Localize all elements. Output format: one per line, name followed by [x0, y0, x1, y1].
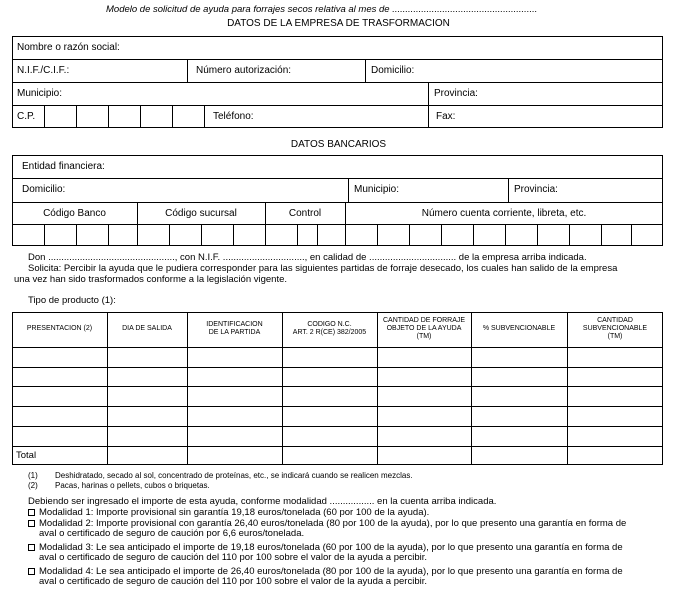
digit-cell-divider — [317, 224, 318, 246]
digit-cell-divider — [297, 224, 298, 246]
entidad-label: Entidad financiera: — [22, 161, 105, 172]
digit-cell-divider — [409, 224, 410, 246]
model-title-line: Modelo de solicitud de ayuda para forrajes secos relativa al mes de ....................................................... — [106, 4, 538, 15]
digit-cell-divider — [108, 224, 109, 246]
modalidad-4-text: Modalidad 4: Le sea anticipado el importe de 26,40 euros/tonelada (80 por 100 de la ayuda), por lo que presento una garantía en forma de — [39, 566, 623, 577]
divider — [12, 202, 663, 203]
bancarios-form-box — [12, 155, 663, 246]
checkbox-icon[interactable] — [28, 544, 35, 551]
digit-cell-divider — [345, 224, 346, 246]
codigo-sucursal-label: Código sucursal — [165, 208, 237, 219]
digit-cell-divider — [201, 224, 202, 246]
digit-cell-divider — [601, 224, 602, 246]
modalidad-1-text: Modalidad 1: Importe provisional sin garantía 19,18 euros/tonelada (60 por 100 de la ayuda). — [39, 507, 430, 518]
banco-provincia-label: Provincia: — [514, 184, 558, 195]
col-header-identificacion-line-2: DE LA PARTIDA — [208, 329, 261, 336]
col-header-cantidad-subvencionable-line-2: SUBVENCIONABLE — [582, 325, 648, 332]
divider — [44, 105, 45, 128]
tipo-producto-label: Tipo de producto (1): — [28, 295, 116, 306]
divider — [508, 178, 509, 202]
modalidad-1-option[interactable] — [28, 508, 429, 518]
divider — [76, 105, 77, 128]
nota-2-number: (2) — [28, 481, 38, 490]
digit-cell-divider — [233, 224, 234, 246]
col-header-cantidad-subvencionable — [567, 317, 663, 341]
col-header-cantidad-subvencionable-line-3: (TM) — [607, 333, 623, 340]
divider — [204, 105, 205, 128]
col-header-presentacion: PRESENTACION (2) — [26, 325, 93, 332]
nota-1-number: (1) — [28, 471, 38, 480]
table-column-divider — [107, 312, 108, 465]
digit-cell-divider — [76, 224, 77, 246]
divider — [428, 82, 429, 105]
num-autorizacion-label: Número autorización: — [196, 65, 292, 76]
digit-cell-divider — [569, 224, 570, 246]
digit-cell-divider — [631, 224, 632, 246]
divider — [348, 178, 349, 202]
checkbox-icon[interactable] — [28, 568, 35, 575]
total-label: Total — [16, 450, 37, 461]
col-header-dia-salida: DIA DE SALIDA — [122, 325, 172, 332]
checkbox-icon[interactable] — [28, 520, 35, 527]
declaracion-line-2: Solicita: Percibir la ayuda que le pudiera corresponder para las siguientes partidas de forraje desecado, los cuales han salido de la empresa — [28, 263, 618, 274]
section-title-empresa: DATOS DE LA EMPRESA DE TRASFORMACION — [227, 18, 450, 29]
provincia-label: Provincia: — [434, 88, 478, 99]
digit-cell-divider — [505, 224, 506, 246]
nif-label: N.I.F./C.I.F.: — [17, 65, 70, 76]
divider — [108, 105, 109, 128]
modalidad-2-text: Modalidad 2: Importe provisional con garantía 26,40 euros/tonelada (80 por 100 de la ayuda), por lo que presento una garantía en forma de — [39, 518, 627, 529]
codigo-banco-label: Código Banco — [43, 208, 106, 219]
divider — [12, 105, 663, 106]
table-row-divider — [12, 446, 663, 447]
table-row-divider — [12, 347, 663, 348]
digit-cell-divider — [265, 224, 266, 246]
modalidad-3-text: Modalidad 3: Le sea anticipado el importe de 19,18 euros/tonelada (60 por 100 de la ayuda), por lo que presento una garantía en forma de — [39, 542, 623, 553]
digit-cell-divider — [137, 224, 138, 246]
divider — [140, 105, 141, 128]
municipio-label: Municipio: — [17, 88, 63, 99]
domicilio-label: Domicilio: — [371, 65, 415, 76]
modalidad-2-text-cont: aval o certificado de seguro de caución por 6,6 euros/tonelada. — [39, 528, 305, 539]
control-label: Control — [288, 208, 322, 219]
divider — [365, 59, 366, 82]
col-header-codigo-nc — [282, 321, 377, 337]
declaracion-line-1: Don ................................................, con N.I.F. ..............................., en calidad de ................................. de la empresa arriba indicada. — [28, 252, 587, 263]
nota-2-text: Pacas, harinas o pellets, cubos o briquetas. — [55, 481, 210, 490]
divider — [12, 82, 663, 83]
col-header-cantidad-forraje-line-2: OBJETO DE LA AYUDA — [386, 325, 462, 332]
table-row-divider — [12, 367, 663, 368]
col-header-cantidad-forraje — [377, 317, 471, 341]
telefono-label: Teléfono: — [213, 111, 254, 122]
digit-cell-divider — [441, 224, 442, 246]
divider — [172, 105, 173, 128]
col-header-identificacion-line-1: IDENTIFICACION — [206, 321, 263, 328]
digit-cell-divider — [44, 224, 45, 246]
divider — [428, 105, 429, 128]
digit-cell-divider — [169, 224, 170, 246]
col-header-cantidad-forraje-line-1: CANTIDAD DE FORRAJE — [382, 317, 466, 324]
col-header-codigo-nc-line-1: CODIGO N.C. — [307, 321, 352, 328]
col-header-cantidad-forraje-line-3: (TM) — [416, 333, 432, 340]
section-title-bancarios: DATOS BANCARIOS — [290, 139, 387, 150]
digit-cell-divider — [377, 224, 378, 246]
modalidad-3-text-cont: aval o certificado de seguro de caución del 110 por 100 sobre el valor de la ayuda a percibir. — [39, 552, 427, 563]
col-header-codigo-nc-line-2: ART. 2 R(CE) 382/2005 — [292, 329, 367, 336]
table-row-divider — [12, 386, 663, 387]
banco-municipio-label: Municipio: — [354, 184, 400, 195]
checkbox-icon[interactable] — [28, 509, 35, 516]
col-header-cantidad-subvencionable-line-1: CANTIDAD — [597, 317, 633, 324]
divider — [12, 59, 663, 60]
banco-domicilio-label: Domicilio: — [22, 184, 66, 195]
col-header-identificacion — [187, 321, 282, 337]
fax-label: Fax: — [436, 111, 456, 122]
table-row-divider — [12, 406, 663, 407]
digit-cell-divider — [537, 224, 538, 246]
numero-cuenta-label: Número cuenta corriente, libreta, etc. — [421, 208, 587, 219]
modalidad-4-text-cont: aval o certificado de seguro de caución del 110 por 100 sobre el valor de la ayuda a percibir. — [39, 576, 427, 587]
modalidad-intro: Debiendo ser ingresado el importe de esta ayuda, conforme modalidad ................. en la cuenta arriba indicada. — [28, 496, 497, 507]
divider — [187, 59, 188, 82]
divider — [12, 178, 663, 179]
table-row-divider — [12, 426, 663, 427]
cp-label: C.P. — [17, 111, 36, 122]
table-column-divider — [471, 312, 472, 465]
col-header-porcentaje: % SUBVENCIONABLE — [482, 325, 556, 332]
divider — [12, 224, 663, 225]
digit-cell-divider — [473, 224, 474, 246]
nombre-label: Nombre o razón social: — [17, 42, 120, 53]
declaracion-line-3: una vez han sido trasformados conforme a la legislación vigente. — [14, 274, 288, 285]
nota-1-text: Deshidratado, secado al sol, concentrado de proteínas, etc., se indicará cuando se realicen mezclas. — [55, 471, 413, 480]
